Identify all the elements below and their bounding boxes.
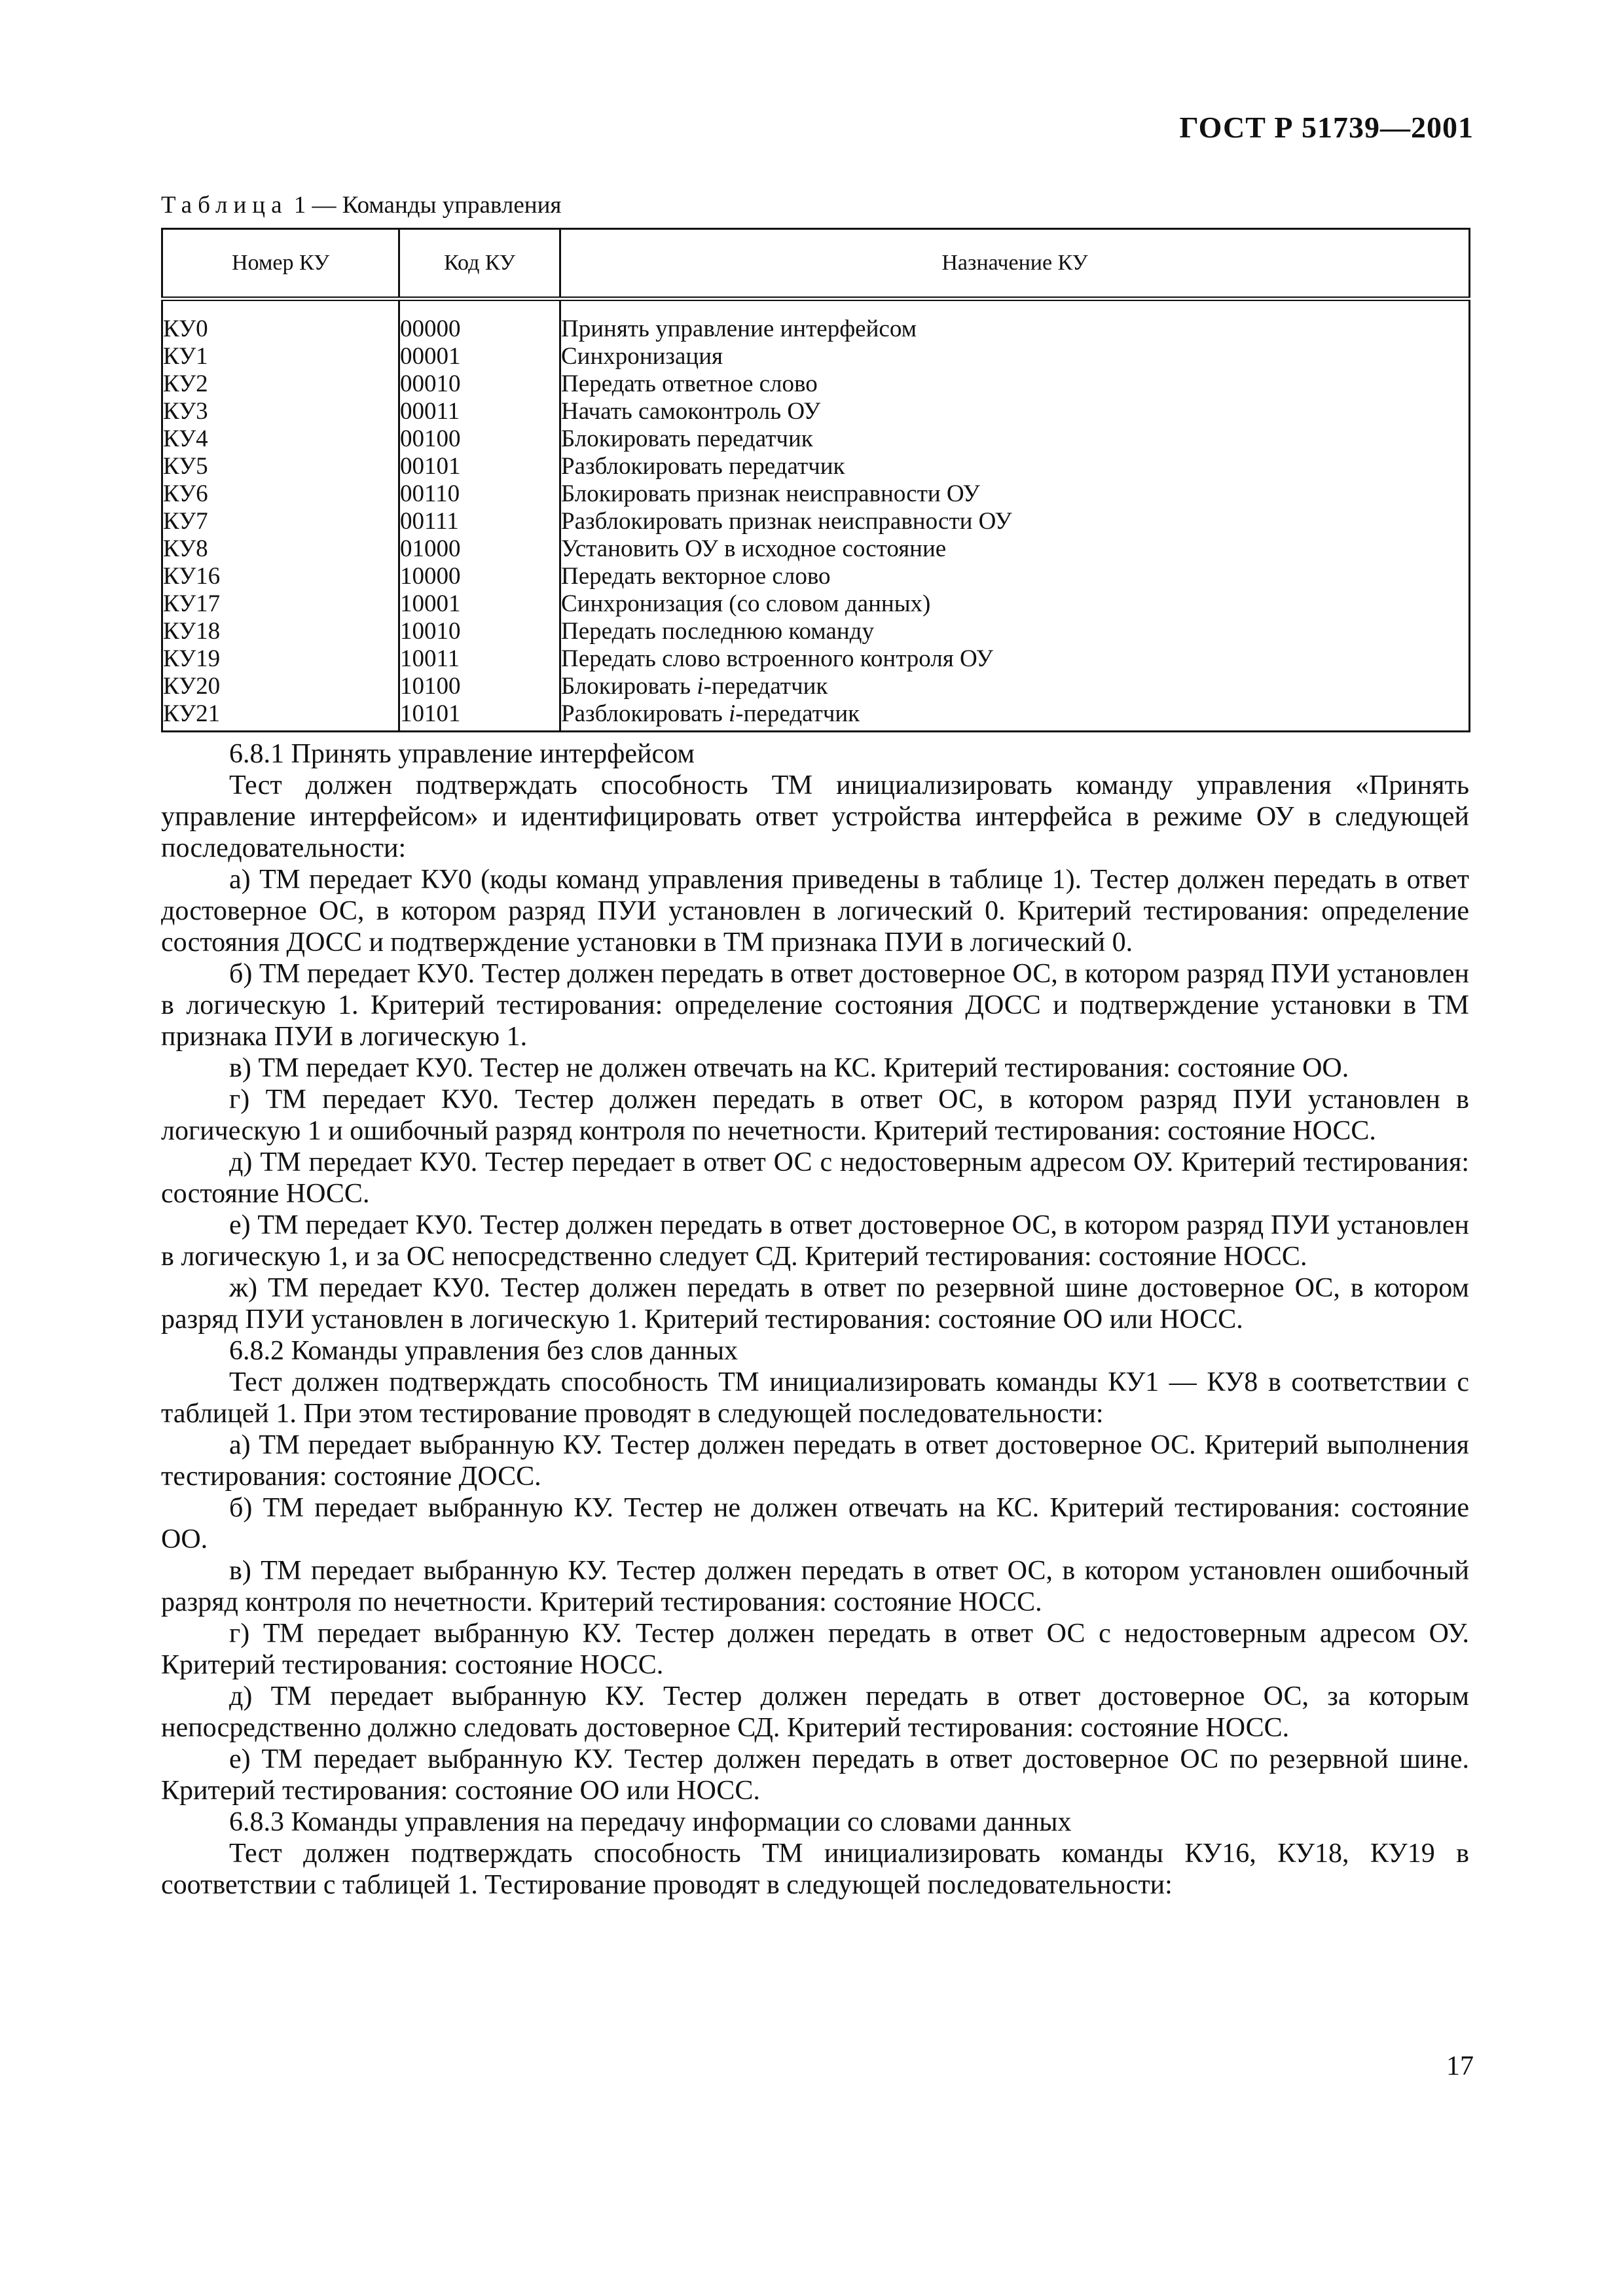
- table-row: [162, 425, 1470, 453]
- cell-code: 01000: [399, 535, 560, 563]
- cell-number: КУ2: [162, 370, 399, 398]
- cell-code: 10010: [399, 618, 560, 645]
- cell-number: КУ21: [162, 700, 399, 732]
- cell-purpose: Передать ответное слово: [560, 370, 1470, 398]
- cell-purpose: Передать последнюю команду: [560, 618, 1470, 645]
- paragraph: Тест должен подтверждать способность ТМ инициализировать команду управления «Принять управление интерфейсом» и идентифицировать ответ устройства интерфейса в режиме ОУ в следующей последовательности:: [161, 770, 1469, 863]
- paragraph: д) ТМ передает КУ0. Тестер передает в ответ ОС с недостоверным адресом ОУ. Критерий тестирования: состояние НОСС.: [161, 1147, 1469, 1209]
- cell-purpose: Установить ОУ в исходное состояние: [560, 535, 1470, 563]
- cell-purpose: Разблокировать i-передатчик: [560, 700, 1470, 732]
- cell-code: 00011: [399, 398, 560, 425]
- cell-code: 00110: [399, 480, 560, 508]
- table-row: [162, 299, 1470, 344]
- cell-number: КУ18: [162, 618, 399, 645]
- table-caption-title: 1 — Команды управления: [293, 192, 562, 219]
- table-row: [162, 700, 1470, 732]
- paragraph: 6.8.2 Команды управления без слов данных: [229, 1336, 739, 1366]
- cell-purpose: Начать самоконтроль ОУ: [560, 398, 1470, 425]
- cell-number: КУ7: [162, 508, 399, 535]
- cell-code: 00001: [399, 343, 560, 370]
- cell-code: 00111: [399, 508, 560, 535]
- cell-code: 10000: [399, 563, 560, 590]
- cell-number: КУ19: [162, 645, 399, 673]
- table-caption-label: Таблица: [161, 192, 288, 219]
- cell-number: КУ20: [162, 673, 399, 700]
- paragraph: 6.8.3 Команды управления на передачу информации со словами данных: [229, 1807, 1072, 1837]
- table-row: [162, 673, 1470, 700]
- cell-purpose: Синхронизация (со словом данных): [560, 590, 1470, 618]
- cell-purpose: Блокировать передатчик: [560, 425, 1470, 453]
- cell-purpose: Принять управление интерфейсом: [560, 299, 1470, 344]
- table-row: [162, 535, 1470, 563]
- paragraph: б) ТМ передает выбранную КУ. Тестер не должен отвечать на КС. Критерий тестирования: состояние ОО.: [161, 1493, 1469, 1554]
- cell-code: 00010: [399, 370, 560, 398]
- cell-purpose: Блокировать признак неисправности ОУ: [560, 480, 1470, 508]
- table-caption: [161, 191, 561, 219]
- table-row: [162, 508, 1470, 535]
- paragraph: д) ТМ передает выбранную КУ. Тестер должен передать в ответ достоверное ОС, за которым непосредственно должно следовать достоверное СД. Критерий тестирования: состояние НОСС.: [161, 1681, 1469, 1743]
- cell-code: 10101: [399, 700, 560, 732]
- cell-purpose: Синхронизация: [560, 343, 1470, 370]
- cell-purpose: Передать векторное слово: [560, 563, 1470, 590]
- document-body: [161, 738, 1469, 1901]
- cell-number: КУ5: [162, 453, 399, 480]
- paragraph: в) ТМ передает выбранную КУ. Тестер должен передать в ответ ОС, в котором установлен ошибочный разряд контроля по нечетности. Критерий тестирования: состояние НОСС.: [161, 1556, 1469, 1617]
- paragraph: а) ТМ передает выбранную КУ. Тестер должен передать в ответ достоверное ОС. Критерий выполнения тестирования: состояние ДОСС.: [161, 1430, 1469, 1492]
- cell-number: КУ4: [162, 425, 399, 453]
- paragraph: 6.8.1 Принять управление интерфейсом: [229, 739, 695, 769]
- cell-code: 10100: [399, 673, 560, 700]
- paragraph: а) ТМ передает КУ0 (коды команд управления приведены в таблице 1). Тестер должен передать в ответ достоверное ОС, в котором разряд ПУИ установлен в логический 0. Критерий тестирования: определение состояния ДОСС и подтверждение установки в ТМ признака ПУИ в логический 0.: [161, 865, 1469, 958]
- cell-number: КУ8: [162, 535, 399, 563]
- cell-code: 00100: [399, 425, 560, 453]
- table-row: [162, 645, 1470, 673]
- cell-purpose: Передать слово встроенного контроля ОУ: [560, 645, 1470, 673]
- paragraph: ж) ТМ передает КУ0. Тестер должен передать в ответ по резервной шине достоверное ОС, в котором разряд ПУИ установлен в логическую 1. Критерий тестирования: состояние ОО или НОСС.: [161, 1273, 1469, 1335]
- table-row: [162, 343, 1470, 370]
- cell-code: 10001: [399, 590, 560, 618]
- cell-number: КУ3: [162, 398, 399, 425]
- paragraph: Тест должен подтверждать способность ТМ инициализировать команды КУ16, КУ18, КУ19 в соответствии с таблицей 1. Тестирование проводят в следующей последовательности:: [161, 1839, 1469, 1900]
- document-header: ГОСТ Р 51739—2001: [1179, 111, 1474, 144]
- table-row: [162, 453, 1470, 480]
- cell-number: КУ0: [162, 299, 399, 344]
- paragraph: е) ТМ передает выбранную КУ. Тестер должен передать в ответ достоверное ОС по резервной шине. Критерий тестирования: состояние ОО или НОСС.: [161, 1744, 1469, 1806]
- paragraph: Тест должен подтверждать способность ТМ инициализировать команды КУ1 — КУ8 в соответствии с таблицей 1. При этом тестирование проводят в следующей последовательности:: [161, 1367, 1469, 1429]
- paragraph: г) ТМ передает КУ0. Тестер должен передать в ответ ОС, в котором разряд ПУИ установлен в логическую 1 и ошибочный разряд контроля по нечетности. Критерий тестирования: состояние НОСС.: [161, 1085, 1469, 1146]
- table-header-row: [162, 229, 1470, 299]
- table-row: [162, 618, 1470, 645]
- table-row: [162, 398, 1470, 425]
- table-row: [162, 480, 1470, 508]
- column-header-code: Код КУ: [399, 229, 560, 299]
- cell-code: 00101: [399, 453, 560, 480]
- cell-purpose: Разблокировать передатчик: [560, 453, 1470, 480]
- cell-number: КУ1: [162, 343, 399, 370]
- table-body: [162, 299, 1470, 732]
- cell-number: КУ6: [162, 480, 399, 508]
- paragraph: в) ТМ передает КУ0. Тестер не должен отвечать на КС. Критерий тестирования: состояние ОО.: [229, 1053, 1349, 1083]
- cell-code: 00000: [399, 299, 560, 344]
- table-row: [162, 370, 1470, 398]
- paragraph: е) ТМ передает КУ0. Тестер должен передать в ответ достоверное ОС, в котором разряд ПУИ установлен в логическую 1, и за ОС непосредственно следует СД. Критерий тестирования: состояние НОСС.: [161, 1210, 1469, 1272]
- paragraph: б) ТМ передает КУ0. Тестер должен передать в ответ достоверное ОС, в котором разряд ПУИ установлен в логическую 1. Критерий тестирования: определение состояния ДОСС и подтверждение установки в ТМ признака ПУИ в логическую 1.: [161, 959, 1469, 1052]
- page-number: 17: [1446, 2051, 1474, 2081]
- paragraph: г) ТМ передает выбранную КУ. Тестер должен передать в ответ ОС с недостоверным адресом ОУ. Критерий тестирования: состояние НОСС.: [161, 1619, 1469, 1680]
- cell-purpose: Блокировать i-передатчик: [560, 673, 1470, 700]
- column-header-number: Номер КУ: [162, 229, 399, 299]
- table-row: [162, 563, 1470, 590]
- cell-purpose: Разблокировать признак неисправности ОУ: [560, 508, 1470, 535]
- commands-table: [161, 228, 1470, 732]
- cell-number: КУ17: [162, 590, 399, 618]
- column-header-purpose: Назначение КУ: [560, 229, 1470, 299]
- cell-code: 10011: [399, 645, 560, 673]
- table-row: [162, 590, 1470, 618]
- cell-number: КУ16: [162, 563, 399, 590]
